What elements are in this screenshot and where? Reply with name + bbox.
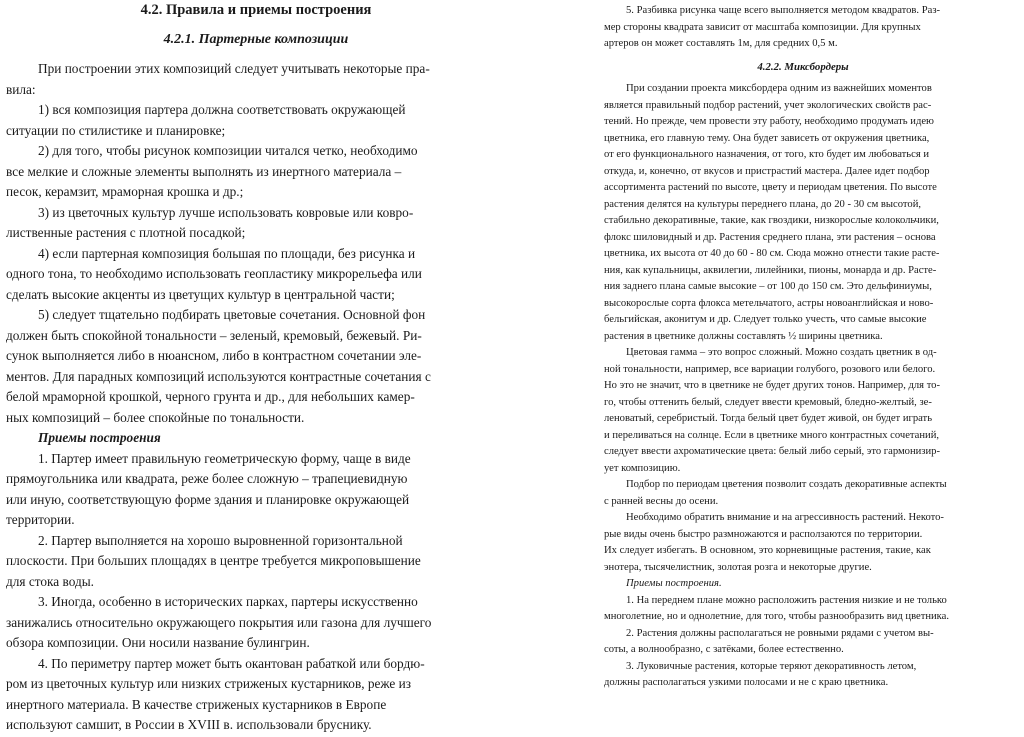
section-title: 4.2. Правила и приемы построения: [140, 2, 372, 18]
subsection-title-mixborders: 4.2.2. Миксбордеры: [757, 61, 849, 74]
text-line: должен быть спокойной тональности – зеленый, кремовый, бежевый. Ри-: [6, 327, 422, 343]
text-line: цветника, его главную тему. Она будет зависеть от окружения цветника,: [604, 132, 930, 144]
text-line: Подбор по периодам цветения позволит создать декоративные аспекты: [626, 479, 947, 491]
text-line: артеров он может составлять 1м, для средних 0,5 м.: [604, 38, 838, 49]
text-line: леноватый, серебристый. Тогда белый цвет будет живой, он будет играть: [604, 413, 933, 425]
text-line: высокорослые сорта флокса метельчатого, астры новоанглийская и ново-: [604, 297, 934, 309]
text-line: Их следует избегать. В основном, это корневищные растения, такие, как: [604, 545, 931, 557]
text-line: 3) из цветочных культур лучше использовать ковровые или ковро-: [38, 204, 414, 220]
text-line: территории.: [6, 512, 75, 527]
text-line: 2. Растения должны располагаться не ровными рядами с учетом вы-: [626, 627, 934, 639]
text-line: рые виды очень быстро размножаются и расползаются по территории.: [604, 528, 923, 540]
text-line: 1. Партер имеет правильную геометрическую форму, чаще в виде: [38, 450, 411, 466]
text-line: ментов. Для парадных композиций используются контрастные сочетания с: [6, 368, 431, 384]
text-line: 2) для того, чтобы рисунок композиции читался четко, необходимо: [38, 143, 418, 158]
subsection-title-parterre: 4.2.1. Партерные композиции: [163, 32, 349, 47]
text-line: все мелкие и сложные элементы выполнять из инертного материала –: [6, 163, 402, 179]
text-line: с ранней весны до осени.: [604, 495, 719, 507]
right-column: [604, 0, 1002, 693]
text-line: ситуации по стилистике и планировке;: [6, 122, 226, 138]
text-line: и переливаться на солнце. Если в цветнике много контрастных сочетаний,: [604, 429, 940, 441]
text-line: следует ввести ахроматические цвета: белый либо серый, это гармонизир-: [604, 446, 940, 458]
text-line: Но это не значит, что в цветнике не будет других тонов. Например, для то-: [604, 380, 941, 392]
text-line: является правильный подбор растений, учет экологических свойств рас-: [604, 99, 932, 111]
text-line: от его функционального назначения, от того, кто будет им любоваться и: [604, 149, 930, 161]
text-line: При создании проекта миксбордера одним из важнейших моментов: [626, 83, 932, 95]
text-line: вила:: [6, 81, 36, 97]
text-line: для стока воды.: [6, 573, 94, 589]
text-line: песок, керамзит, мраморная крошка и др.;: [6, 184, 244, 199]
text-line: мер стороны квадрата зависит от масштаба композиции. Для крупных: [604, 21, 921, 33]
text-line: многолетние, но и однолетние, для того, чтобы разнообразить вид цветника.: [604, 611, 950, 623]
text-line: растения в цветнике должны составлять ½ ширины цветника.: [604, 330, 883, 342]
text-line: 5) следует тщательно подбирать цветовые сочетания. Основной фон: [38, 307, 426, 322]
text-line: занижались относительно окружающего покрытия или газона для лучшего: [6, 614, 432, 630]
subheading-techniques: Приемы построения: [38, 430, 161, 445]
text-line: растения делятся на культуры переднего плана, до 20 - 30 см высотой,: [604, 198, 922, 210]
text-line: инертного материала. В качестве стриженых кустарников в Европе: [6, 696, 387, 712]
text-line: откуда, и, конечно, от вкусов и пристрастий мастера. Далее идет подбор: [604, 165, 930, 177]
text-line: используют самшит, в России в XVIII в. использовали бруснику.: [6, 717, 372, 732]
text-line: 3. Иногда, особенно в исторических парках, партеры искусственно: [38, 594, 418, 609]
text-line: 4. По периметру партер может быть окантован рабаткой или бордю-: [38, 655, 425, 671]
text-line: сделать высокие акценты из цветущих культур в центральной части;: [6, 286, 395, 302]
text-line: соты, а волнообразно, с затёками, более естественно.: [604, 644, 844, 656]
text-line: флокс шиловидный и др. Растения среднего плана, эти растения – основа: [604, 231, 936, 243]
left-body-text: [6, 60, 506, 737]
text-line: ассортимента растений по высоте, цвету и периодам цветения. По высоте: [604, 182, 937, 194]
text-line: ует композицию.: [604, 462, 681, 474]
text-line: го, чтобы оттенить белый, следует ввести кремовый, бледно-желтый, зе-: [604, 396, 932, 408]
text-line: сунок выполняется либо в нюансном, либо в контрастном сочетании эле-: [6, 348, 422, 363]
text-line: энотера, тысячелистник, золотая розга и некоторые другие.: [604, 561, 872, 573]
text-line: лиственные растения с плотной посадкой;: [6, 225, 246, 240]
text-line: 4) если партерная композиция большая по площади, без рисунка и: [38, 245, 416, 261]
text-line: бельгийская, аконитум и др. Следует только учесть, что самые высокие: [604, 314, 927, 326]
text-line: При построении этих композиций следует учитывать некоторые пра-: [38, 61, 430, 76]
text-line: обзора композиции. Они носили название булингрин.: [6, 635, 310, 650]
text-line: стабильно декоративные, такие, как гвоздики, низкорослые колокольчики,: [604, 215, 939, 227]
text-line: 5. Разбивка рисунка чаще всего выполняется методом квадратов. Раз-: [626, 5, 941, 16]
text-line: 2. Партер выполняется на хорошо выровненной горизонтальной: [38, 532, 403, 548]
text-line: прямоугольника или квадрата, реже более сложную – трапециевидную: [6, 471, 408, 486]
text-line: 1) вся композиция партера должна соответствовать окружающей: [38, 102, 406, 117]
text-line: одного тона, то необходимо использовать геопластику микрорельефа или: [6, 266, 422, 281]
text-line: 3. Луковичные растения, которые теряют декоративность летом,: [626, 660, 917, 672]
text-line: 1. На переднем плане можно расположить растения низкие и не только: [626, 594, 947, 606]
text-line: ной тональности, например, все вариации голубого, розового или белого.: [604, 363, 936, 375]
text-line: или иную, соответствующую форме здания и планировке окружающей: [6, 491, 410, 507]
text-line: белой мраморной крошкой, черного грунта и др., для небольших камер-: [6, 389, 415, 404]
text-line: ных композиций – более спокойные по тональности.: [6, 409, 305, 425]
text-line: тений. Но прежде, чем провести эту работу, необходимо продумать идею: [604, 116, 934, 128]
subheading-techniques: Приемы построения.: [626, 578, 722, 590]
text-line: должны располагаться узкими полосами и не с краю цветника.: [604, 677, 889, 689]
text-line: ром из цветочных культур или низких стриженых кустарников, реже из: [6, 676, 412, 691]
text-line: цветника, их высота от 40 до 60 - 80 см. Сюда можно отнести такие расте-: [604, 248, 940, 260]
text-line: Цветовая гамма – это вопрос сложный. Можно создать цветник в од-: [626, 347, 937, 359]
text-line: Необходимо обратить внимание и на агрессивность растений. Некото-: [626, 512, 944, 524]
text-line: ния, как купальницы, аквилегии, лилейники, пионы, монарда и др. Расте-: [604, 264, 937, 276]
text-line: ния заднего плана самые высокие – от 100 до 150 см. Это дельфиниумы,: [604, 281, 932, 293]
text-line: плоскости. При больших площадях в центре требуется микроповышение: [6, 553, 421, 568]
